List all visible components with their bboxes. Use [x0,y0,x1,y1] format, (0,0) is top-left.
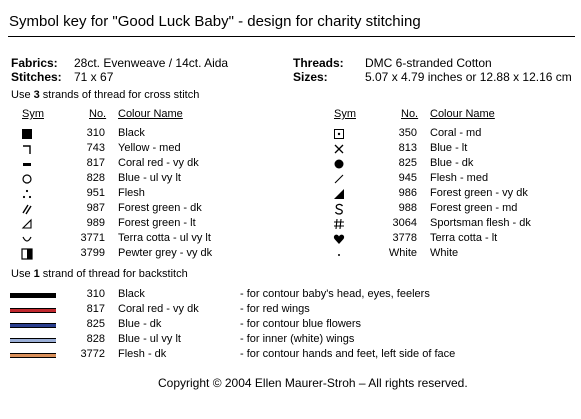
dmc-number: 988 [398,202,417,214]
title-divider [8,36,575,37]
left-no-header: No. [89,108,107,120]
dmc-number: 350 [398,127,417,139]
page-title: Symbol key for "Good Luck Baby" - design for charity stitching [9,13,421,30]
table-row [312,142,552,157]
right-sym-header: Sym [334,108,356,120]
x-cross-icon [332,142,346,156]
dmc-number: 989 [86,217,105,229]
table-row [312,247,552,262]
small-dot-icon [332,247,346,261]
smile-arc-icon [20,232,34,246]
colour-name: Forest green - dk [118,202,202,214]
dmc-number: 986 [398,187,417,199]
table-row [0,172,240,187]
filled-square-icon [20,127,34,141]
heart-icon [332,232,346,246]
colour-name: Terra cotta - ul vy lt [118,232,211,244]
three-dots-icon [20,187,34,201]
colour-name: Forest green - md [430,202,518,214]
half-filled-square-icon [20,247,34,261]
left-sym-header: Sym [22,108,44,120]
colour-name: Black [118,288,145,300]
corner-bracket-icon [20,142,34,156]
stitches-label: Stitches: [11,70,62,84]
table-row [312,202,552,217]
cross-stitch-intro: Use 3 strands of thread for cross stitch [11,89,200,101]
threads-label: Threads: [293,56,344,70]
dmc-number: 987 [86,202,105,214]
sizes-label: Sizes: [293,70,328,84]
colour-name: Pewter grey - vy dk [118,247,213,259]
dmc-number: 3799 [80,247,105,259]
table-row [0,318,575,333]
fabrics-value: 28ct. Evenweave / 14ct. Aida [74,56,229,70]
colour-name: Blue - dk [118,318,162,330]
right-colour-header: Colour Name [430,108,495,120]
colour-name: Blue - ul vy lt [118,172,181,184]
table-row [312,217,552,232]
colour-name: Flesh [118,187,145,199]
circle-outline-icon [20,172,34,186]
threads-value: DMC 6-stranded Cotton [365,56,492,70]
letter-s-icon [332,202,346,216]
copyright-notice: Copyright © 2004 Ellen Maurer-Stroh – All rights reserved. [158,376,468,390]
dmc-number: 3771 [80,232,105,244]
colour-name: Blue - lt [430,142,468,154]
filled-circle-icon [332,157,346,171]
table-row [0,142,240,157]
triangle-outline-icon [20,217,34,231]
dmc-number: 743 [86,142,105,154]
dmc-number: 310 [86,127,105,139]
table-row [0,232,240,247]
backstitch-usage: - for contour baby's head, eyes, feelers [240,288,430,300]
table-row [0,202,240,217]
dmc-number: White [388,247,417,259]
colour-name: Flesh - med [430,172,489,184]
table-row [0,127,240,142]
backstitch-usage: - for contour hands and feet, left side of face [240,348,456,360]
table-row [0,288,575,303]
dmc-number: 3772 [80,348,105,360]
dmc-number: 817 [86,157,105,169]
table-row [0,217,240,232]
colour-name: White [430,247,459,259]
dmc-number: 825 [86,318,105,330]
dmc-number: 825 [398,157,417,169]
table-row [312,232,552,247]
table-row [312,172,552,187]
dmc-number: 3778 [392,232,417,244]
backstitch-usage: - for red wings [240,303,310,315]
slash-icon [332,172,346,186]
table-row [0,247,240,262]
table-row [0,187,240,202]
dmc-number: 951 [86,187,105,199]
dmc-number: 3064 [392,217,417,229]
dmc-number: 813 [398,142,417,154]
table-row [0,348,575,363]
table-row [0,333,575,348]
table-row [0,157,240,172]
colour-name: Flesh - dk [118,348,167,360]
table-row [312,187,552,202]
right-no-header: No. [401,108,419,120]
dmc-number: 828 [86,172,105,184]
dmc-number: 828 [86,333,105,345]
colour-name: Coral red - vy dk [118,157,199,169]
colour-name: Yellow - med [118,142,181,154]
dmc-number: 310 [86,288,105,300]
backstitch-usage: - for contour blue flowers [240,318,362,330]
table-row [312,127,552,142]
backstitch-intro: Use 1 strand of thread for backstitch [11,268,188,280]
table-row [312,157,552,172]
colour-name: Terra cotta - lt [430,232,498,244]
table-row [0,303,575,318]
colour-name: Sportsman flesh - dk [430,217,531,229]
dotted-square-icon [332,127,346,141]
colour-name: Blue - dk [430,157,474,169]
colour-name: Blue - ul vy lt [118,333,181,345]
double-slash-icon [20,202,34,216]
dash-icon [20,157,34,171]
dmc-number: 945 [398,172,417,184]
colour-name: Coral - md [430,127,482,139]
sizes-value: 5.07 x 4.79 inches or 12.88 x 12.16 cm [365,70,572,84]
colour-name: Forest green - vy dk [430,187,528,199]
filled-triangle-icon [332,187,346,201]
fabrics-label: Fabrics: [11,56,58,70]
colour-name: Coral red - vy dk [118,303,199,315]
left-colour-header: Colour Name [118,108,183,120]
backstitch-usage: - for inner (white) wings [240,333,355,345]
colour-name: Black [118,127,145,139]
stitches-value: 71 x 67 [74,70,114,84]
hash-icon [332,217,346,231]
colour-name: Forest green - lt [118,217,196,229]
dmc-number: 817 [86,303,105,315]
